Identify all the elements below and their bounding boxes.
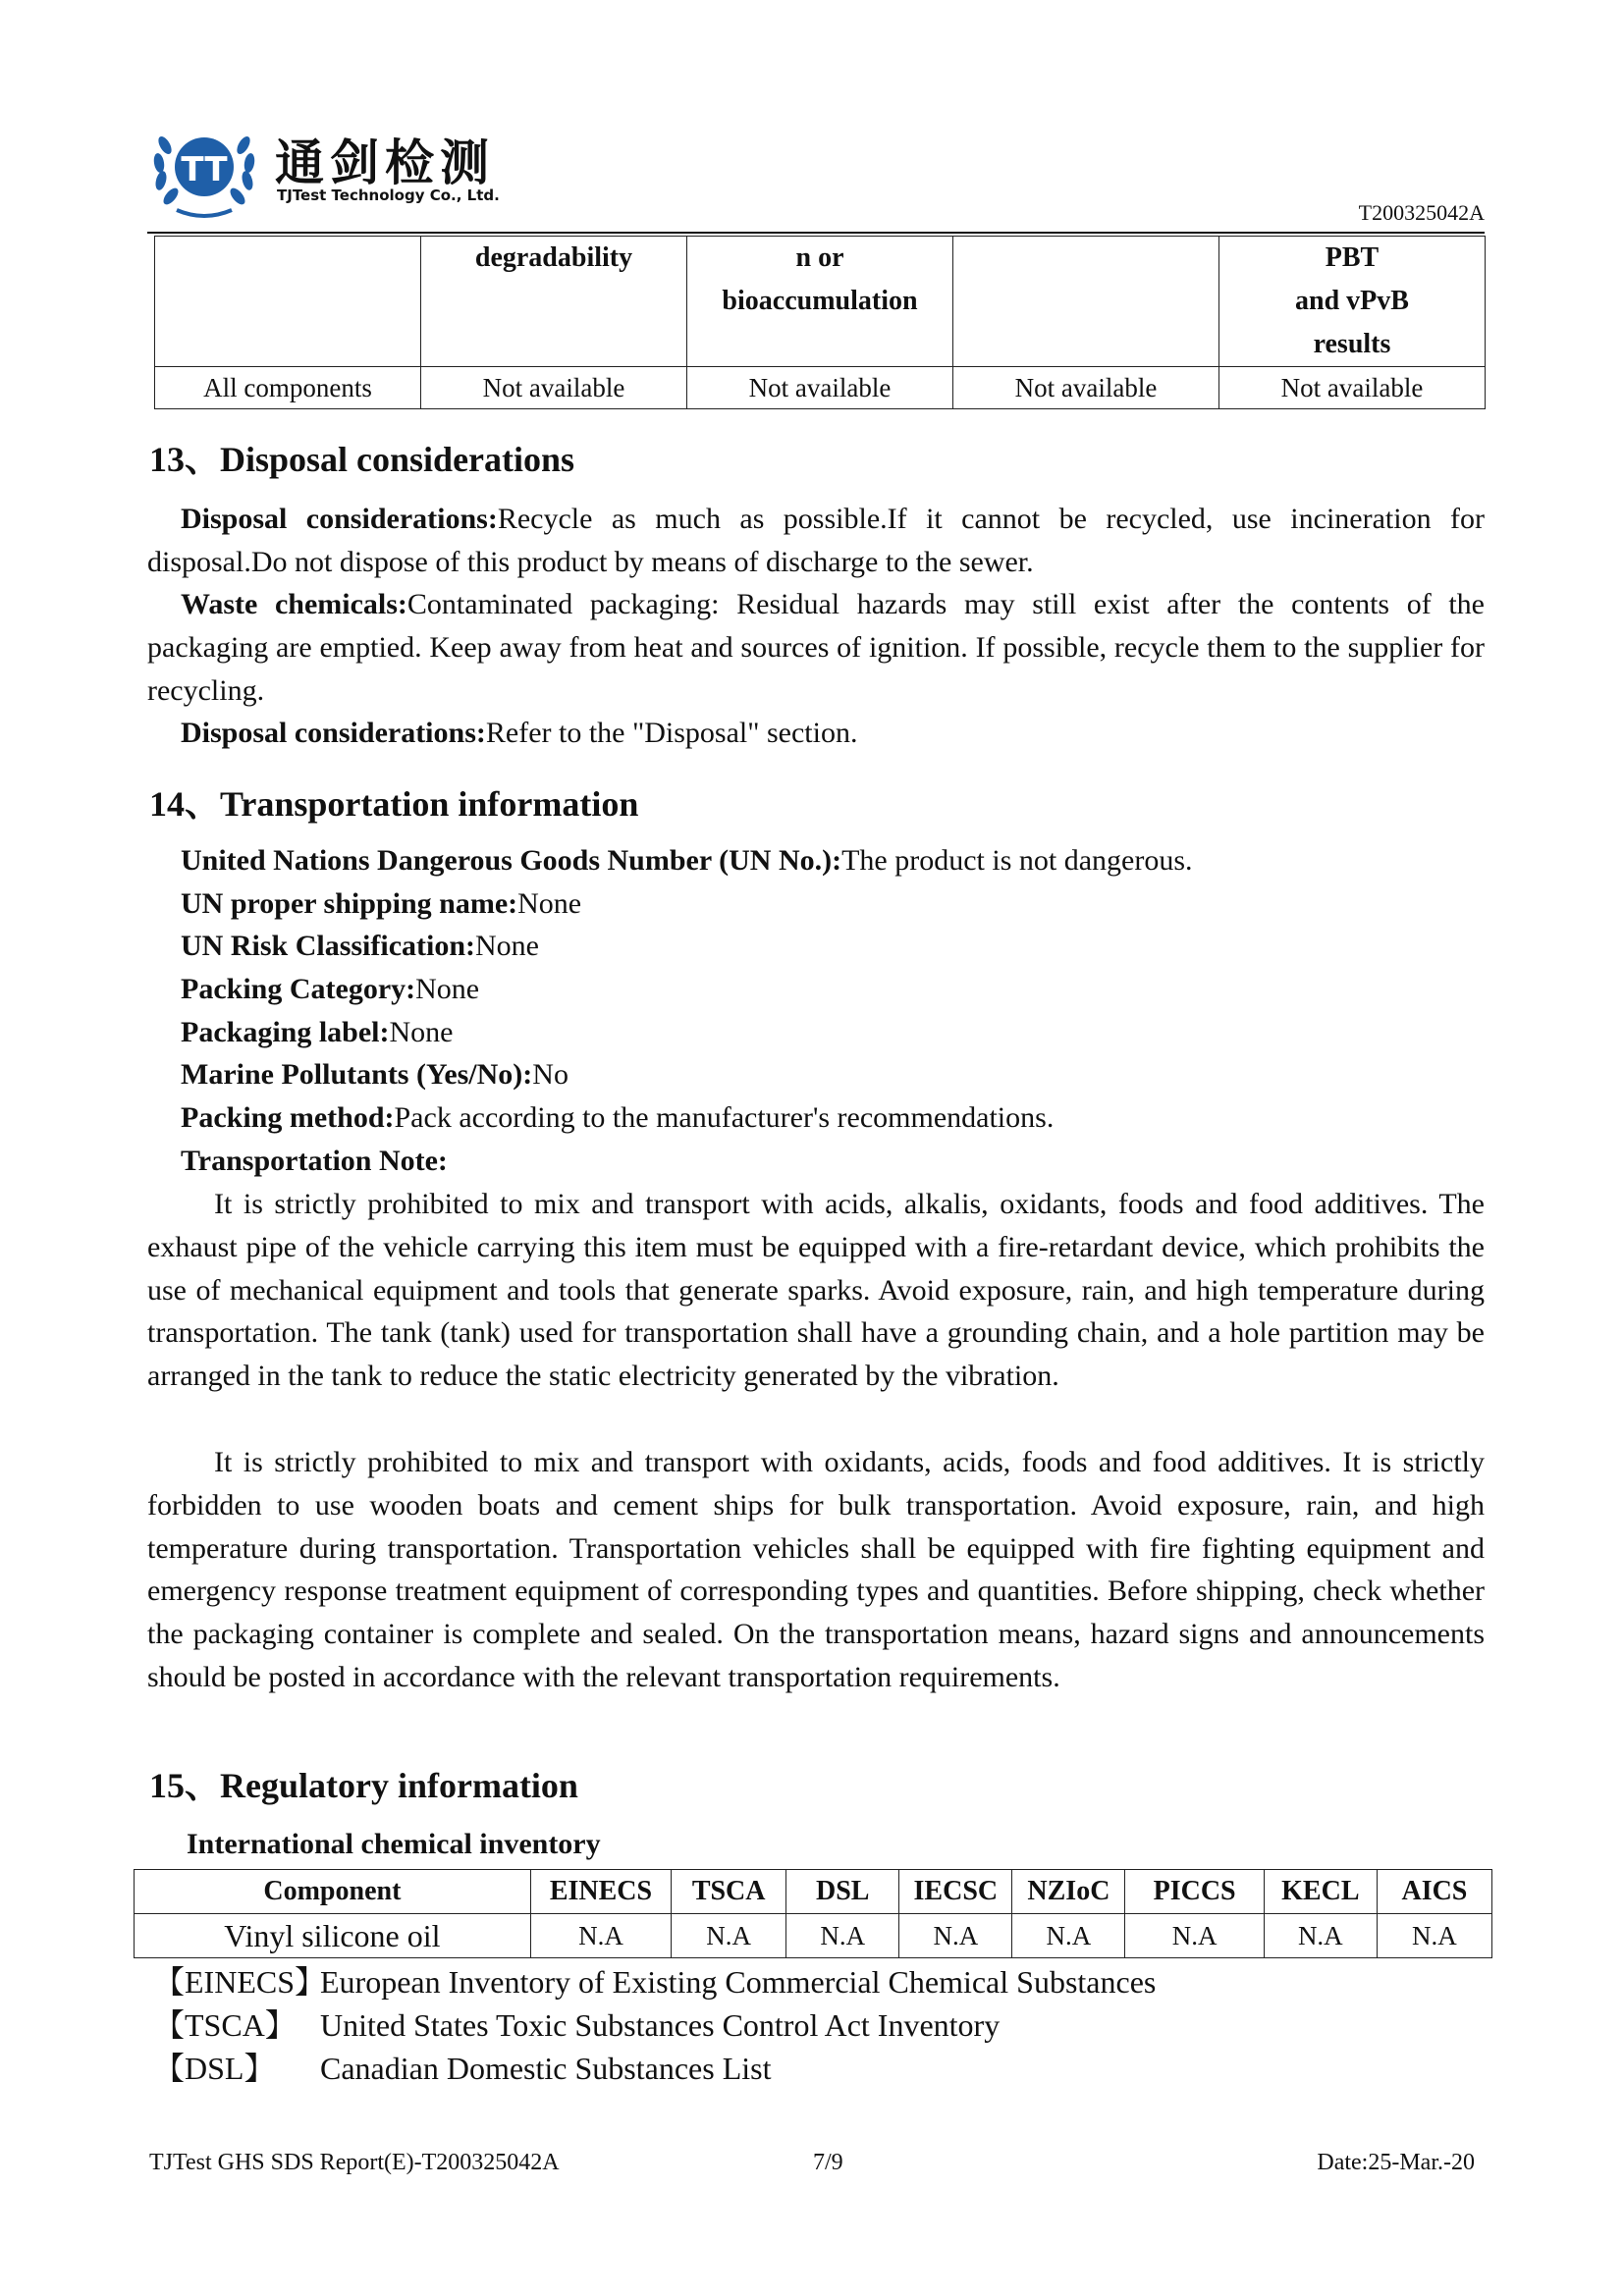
field-label: Waste chemicals: xyxy=(181,588,407,620)
table-header-cell xyxy=(953,237,1219,367)
table-header-cell: EINECS xyxy=(530,1870,671,1914)
footer-date: Date:25-Mar.-20 xyxy=(1317,2150,1475,2175)
section-13-title: 13、Disposal considerations xyxy=(149,440,575,479)
inventory-table xyxy=(134,1869,1492,1958)
abbreviation-value: United States Toxic Substances Control Act Inventory xyxy=(320,2007,1001,2043)
field-label: UN Risk Classification: xyxy=(181,930,476,962)
field-value: Pack according to the manufacturer's recommendations. xyxy=(394,1101,1055,1134)
packaging-label-line xyxy=(181,1011,454,1054)
abbreviation-value: European Inventory of Existing Commercial Chemical Substances xyxy=(320,1964,1157,2000)
table-header-cell: KECL xyxy=(1264,1870,1377,1914)
field-value: None xyxy=(517,887,582,920)
table-header-row xyxy=(155,237,1486,367)
table-row xyxy=(135,1914,1492,1958)
company-logo xyxy=(147,116,560,224)
field-value: Refer to the "Disposal" section. xyxy=(485,717,858,749)
table-cell: N.A xyxy=(1125,1914,1264,1958)
company-name-cn: 通剑检测 xyxy=(275,134,495,191)
table-cell: N.A xyxy=(1012,1914,1125,1958)
table-cell: N.A xyxy=(899,1914,1012,1958)
table-cell: Vinyl silicone oil xyxy=(135,1914,531,1958)
abbreviation-key: 【EINECS】 xyxy=(153,1964,327,2000)
table-header-cell: degradability xyxy=(421,237,687,367)
paragraph-text: It is strictly prohibited to mix and transport with oxidants, acids, foods and food additives. It is strictly forbidden to use wooden boats and cement ships for bulk transportation. Avoid exposure, rain, and high temperature during transportation. Transportation vehicles shall be equipped with fire fighting equipment and emergency response treatment equipment of corresponding types and quantities. Before shipping, check whether the packaging container is complete and sealed. On the transportation means, hazard signs and announcements should be posted in accordance with the relevant transportation requirements. xyxy=(147,1446,1485,1693)
table-cell: All components xyxy=(155,367,421,409)
field-value: Recycle as much as possible.If it cannot be recycled, use incineration for disposal.Do not dispose of this product by means of discharge to the sewer. xyxy=(147,503,1485,578)
header-divider xyxy=(147,232,1485,234)
svg-text:TT: TT xyxy=(181,150,228,189)
abbreviation-einecs xyxy=(153,1957,1156,2002)
field-label: Marine Pollutants (Yes/No): xyxy=(181,1058,533,1091)
report-id: T200325042A xyxy=(1358,200,1485,225)
table-header-cell xyxy=(155,237,421,367)
field-value: The product is not dangerous. xyxy=(841,844,1193,877)
table-cell: Not available xyxy=(1219,367,1486,409)
marine-pollutants-line xyxy=(181,1053,568,1096)
field-label: Disposal considerations: xyxy=(181,717,486,749)
laurel-logo-icon xyxy=(147,116,265,224)
table-cell: Not available xyxy=(953,367,1219,409)
field-label: Packaging label: xyxy=(181,1016,390,1048)
abbreviation-value: Canadian Domestic Substances List xyxy=(320,2051,772,2086)
risk-class-line xyxy=(181,925,539,968)
company-name-en: TJTest Technology Co., Ltd. xyxy=(277,187,500,204)
field-label: Packing Category: xyxy=(181,973,416,1005)
table-header-cell: IECSC xyxy=(899,1870,1012,1914)
table-cell: Not available xyxy=(421,367,687,409)
table-cell: N.A xyxy=(1264,1914,1377,1958)
field-value: No xyxy=(532,1058,568,1091)
abbreviation-key: 【DSL】 xyxy=(153,2051,276,2086)
disposal-paragraph xyxy=(147,498,1485,584)
field-value: None xyxy=(475,930,539,962)
abbreviation-key: 【TSCA】 xyxy=(153,2007,297,2043)
disposal-reference-paragraph xyxy=(147,712,1485,755)
transport-note-paragraph-2 xyxy=(147,1441,1485,1699)
table-header-cell: DSL xyxy=(786,1870,899,1914)
table-header-cell: n or bioaccumulation xyxy=(687,237,953,367)
field-label: United Nations Dangerous Goods Number (UN No.): xyxy=(181,844,842,877)
ecological-table xyxy=(154,236,1486,409)
packing-category-line xyxy=(181,968,479,1011)
table-header-cell: Component xyxy=(135,1870,531,1914)
table-cell: N.A xyxy=(786,1914,899,1958)
shipping-name-line xyxy=(181,882,581,926)
field-value: None xyxy=(415,973,480,1005)
page-header xyxy=(147,116,1485,234)
table-header-cell: AICS xyxy=(1377,1870,1491,1914)
table-cell: N.A xyxy=(1377,1914,1491,1958)
table-cell: N.A xyxy=(672,1914,786,1958)
table-header-cell: PBT and vPvB results xyxy=(1219,237,1486,367)
field-label: Transportation Note: xyxy=(181,1145,448,1177)
transport-note-paragraph-1 xyxy=(147,1183,1485,1398)
abbreviation-dsl xyxy=(153,2044,771,2089)
section-15-title: 15、Regulatory information xyxy=(149,1766,578,1805)
section-14-title: 14、Transportation information xyxy=(149,784,639,824)
table-header-cell: NZIoC xyxy=(1012,1870,1125,1914)
waste-chemicals-paragraph xyxy=(147,583,1485,712)
table-header-row xyxy=(135,1870,1492,1914)
footer-report-name: TJTest GHS SDS Report(E)-T200325042A xyxy=(149,2150,560,2175)
footer-page-number: 7/9 xyxy=(813,2150,843,2175)
field-label: Packing method: xyxy=(181,1101,395,1134)
field-value: None xyxy=(389,1016,454,1048)
field-label: UN proper shipping name: xyxy=(181,887,518,920)
packing-method-line xyxy=(181,1096,1054,1140)
un-number-line xyxy=(181,839,1193,882)
transportation-note-line xyxy=(181,1140,448,1183)
paragraph-text: It is strictly prohibited to mix and transport with acids, alkalis, oxidants, foods and food additives. The exhaust pipe of the vehicle carrying this item must be equipped with a fire-retardant device, which prohibits the use of mechanical equipment and tools that generate sparks. Avoid exposure, rain, and high temperature during transportation. The tank (tank) used for transportation shall have a grounding chain, and a hole partition may be arranged in the tank to reduce the static electricity generated by the vibration. xyxy=(147,1188,1485,1393)
table-header-cell: PICCS xyxy=(1125,1870,1264,1914)
table-row xyxy=(155,367,1486,409)
field-label: Disposal considerations: xyxy=(181,503,498,535)
abbreviation-tsca xyxy=(153,2001,1000,2046)
field-value: Contaminated packaging: Residual hazards may still exist after the contents of the packaging are emptied. Keep away from heat and sources of ignition. If possible, recycle them to the supplier for recycling. xyxy=(147,588,1486,707)
table-cell: Not available xyxy=(687,367,953,409)
table-cell: N.A xyxy=(530,1914,671,1958)
table-header-cell: TSCA xyxy=(672,1870,786,1914)
inventory-title: International chemical inventory xyxy=(187,1828,601,1860)
